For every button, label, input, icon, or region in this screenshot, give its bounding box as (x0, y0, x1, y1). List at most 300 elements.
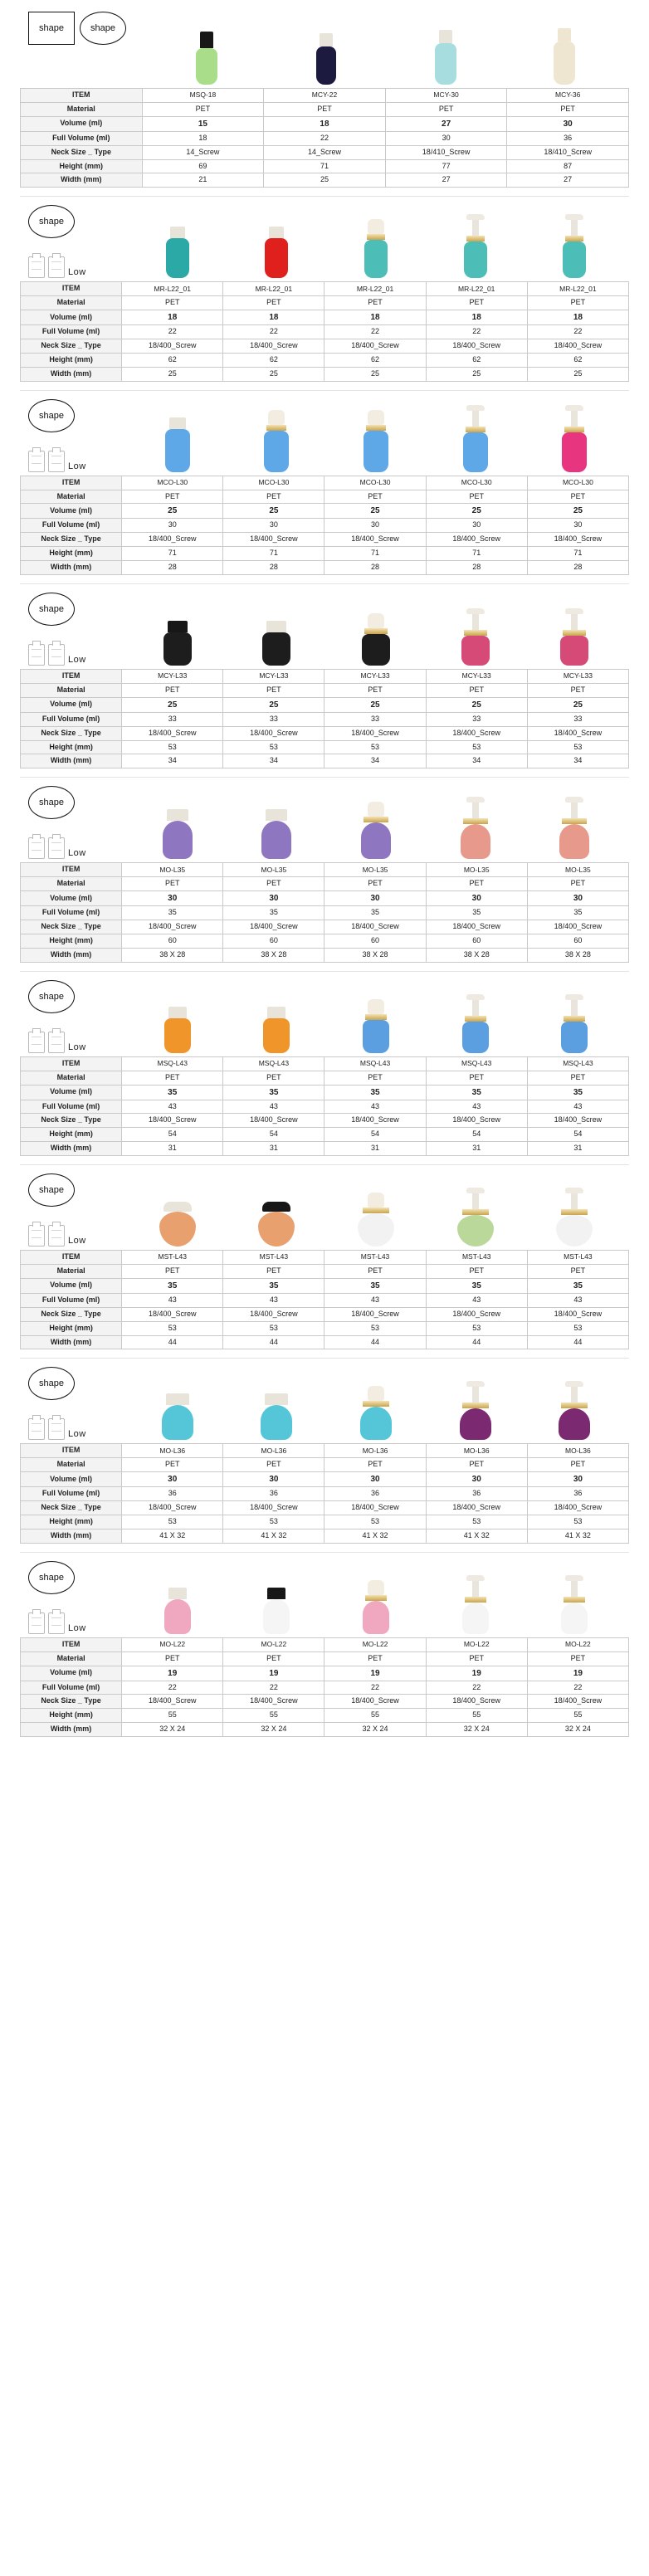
spec-cell: PET (324, 1071, 426, 1085)
shape-placeholder-cell (25, 399, 128, 472)
spec-cell: 41 X 32 (527, 1529, 628, 1543)
mini-bottle-label-lines (32, 1230, 41, 1238)
spec-cell: 28 (122, 561, 223, 575)
spec-cell: PET (142, 102, 264, 116)
spec-cell: PET (223, 1071, 324, 1085)
spec-cell: PET (324, 683, 426, 697)
volume-cell: 30 (223, 1472, 324, 1487)
mini-bottle-icon (28, 256, 45, 278)
table-row (21, 159, 629, 173)
volume-cell: 35 (527, 1278, 628, 1293)
bottle-cell (426, 399, 525, 472)
row-header: Height (mm) (21, 159, 143, 173)
spec-cell: 18/400_Screw (223, 726, 324, 740)
item-code-cell: MSQ-L43 (527, 1056, 628, 1071)
spec-cell: 34 (324, 754, 426, 768)
row-header: Width (mm) (21, 754, 122, 768)
shape-col (28, 593, 86, 666)
spec-cell: 35 (527, 906, 628, 920)
bottle-cell (326, 980, 426, 1053)
mini-bottle-stack (28, 1032, 86, 1053)
row-header: Width (mm) (21, 1335, 122, 1349)
shape-col (28, 12, 126, 85)
low-label: Low (68, 1042, 86, 1052)
spec-cell: PET (324, 1651, 426, 1666)
product-bottle (254, 1007, 299, 1053)
row-header: ITEM (21, 1444, 122, 1458)
bottle-cell (326, 205, 426, 278)
spec-table (20, 281, 629, 381)
product-bottle (155, 809, 200, 859)
spec-cell: 41 X 32 (426, 1529, 527, 1543)
mini-bottle-icon (48, 1418, 65, 1440)
product-bottle (155, 1007, 200, 1053)
pump-head-icon (472, 1191, 479, 1209)
mini-bottle-label-lines (32, 1037, 41, 1045)
bottle-body (464, 242, 487, 278)
table-row (21, 1651, 629, 1666)
bottle-cell (426, 205, 525, 278)
spec-cell: PET (324, 1458, 426, 1472)
item-code-cell: MO-L36 (426, 1444, 527, 1458)
row-header: Height (mm) (21, 353, 122, 367)
mini-bottle-stack (28, 837, 86, 859)
product-bottle (184, 32, 229, 85)
spec-cell: 32 X 24 (223, 1723, 324, 1737)
pump-head-icon (472, 800, 479, 818)
shape-outline-group (28, 1173, 75, 1207)
spec-cell: 18/410_Screw (507, 145, 629, 159)
table-row (21, 102, 629, 116)
row-header: Neck Size _ Type (21, 339, 122, 354)
table-row (21, 353, 629, 367)
spec-cell: 54 (122, 1128, 223, 1142)
mini-bottle-icon (48, 1225, 65, 1247)
volume-cell: 30 (223, 891, 324, 906)
spec-cell: PET (527, 683, 628, 697)
bottle-body (562, 432, 587, 472)
table-row (21, 561, 629, 575)
volume-cell: 25 (223, 697, 324, 712)
product-bottle (354, 999, 398, 1053)
table-row (21, 1709, 629, 1723)
volume-cell: 19 (426, 1666, 527, 1681)
row-header: Material (21, 1264, 122, 1278)
item-code-cell: MST-L43 (122, 1251, 223, 1265)
spec-cell: 44 (223, 1335, 324, 1349)
product-bottle (453, 800, 498, 859)
spec-cell: 53 (122, 740, 223, 754)
spec-cell: 41 X 32 (122, 1529, 223, 1543)
spec-cell: PET (122, 490, 223, 504)
dropper-bulb-icon (268, 410, 285, 425)
mini-bottle-stack (28, 1225, 86, 1247)
product-visual-row (20, 12, 629, 88)
shape-outline-round: shape (28, 399, 75, 432)
item-code-cell: MCY-L33 (426, 670, 527, 684)
bottle-cap (168, 1588, 187, 1599)
bottle-body (164, 1018, 191, 1053)
table-row (21, 670, 629, 684)
bottle-body (457, 1215, 494, 1247)
spec-cell: 43 (426, 1293, 527, 1307)
spec-cell: PET (223, 683, 324, 697)
bottle-cell (525, 593, 624, 666)
shape-col (28, 980, 86, 1053)
bottle-body (263, 1018, 290, 1053)
low-label: Low (68, 267, 86, 278)
product-bottle (155, 1588, 200, 1634)
bottle-cell (525, 205, 624, 278)
bottle-body (263, 1599, 290, 1634)
volume-cell: 30 (122, 1472, 223, 1487)
spec-cell: 18/400_Screw (426, 1695, 527, 1709)
product-bottle (354, 410, 398, 472)
bottle-body (265, 238, 288, 278)
spec-cell: 18/400_Screw (527, 533, 628, 547)
bottle-cap (262, 1202, 290, 1212)
mini-bottle-label-lines (51, 649, 61, 657)
pump-head-icon (571, 1384, 578, 1403)
spec-cell: 43 (223, 1293, 324, 1307)
product-bottle (453, 1384, 498, 1440)
item-code-cell: MR-L22_01 (122, 282, 223, 296)
table-row (21, 697, 629, 712)
volume-cell: 19 (527, 1666, 628, 1681)
bottle-cell (227, 205, 326, 278)
bottle-cell (128, 593, 227, 666)
product-visual-row (20, 205, 629, 281)
row-header: Volume (ml) (21, 697, 122, 712)
spec-cell: 62 (122, 353, 223, 367)
table-row (21, 89, 629, 103)
spec-cell: 18/400_Screw (527, 1501, 628, 1515)
spec-cell: 71 (122, 547, 223, 561)
pump-head-icon (472, 217, 479, 236)
row-header: ITEM (21, 476, 122, 490)
table-row (21, 726, 629, 740)
table-row (21, 1444, 629, 1458)
spec-cell: 34 (527, 754, 628, 768)
row-header: ITEM (21, 1251, 122, 1265)
table-row (21, 1637, 629, 1651)
table-row (21, 891, 629, 906)
table-row (21, 683, 629, 697)
bottle-cell (128, 399, 227, 472)
pump-head-icon (571, 1578, 578, 1597)
table-row (21, 282, 629, 296)
mini-bottle-stack (28, 644, 86, 666)
shape-placeholder-cell (25, 593, 128, 666)
row-header: ITEM (21, 863, 122, 877)
shape-outline-group (28, 1561, 75, 1594)
spec-cell: 27 (385, 173, 507, 188)
row-header: Width (mm) (21, 1723, 122, 1737)
neck-ring (564, 1597, 585, 1603)
spec-cell: PET (122, 1458, 223, 1472)
spec-cell: 18/400_Screw (527, 726, 628, 740)
spec-cell: PET (426, 296, 527, 310)
spec-cell: 62 (527, 353, 628, 367)
volume-cell: 35 (426, 1278, 527, 1293)
product-bottle (552, 217, 597, 278)
bottle-cap (166, 1393, 189, 1405)
item-code-cell: MO-L36 (527, 1444, 628, 1458)
row-header: Full Volume (ml) (21, 1487, 122, 1501)
spec-cell: 69 (142, 159, 264, 173)
row-header: Material (21, 296, 122, 310)
spec-cell: 22 (264, 131, 386, 145)
spec-cell: 53 (223, 740, 324, 754)
spec-cell: 32 X 24 (527, 1723, 628, 1737)
mini-bottle-icon (28, 837, 45, 859)
bottle-cap (267, 1588, 285, 1599)
dropper-bulb-icon (368, 1580, 384, 1595)
bottle-cell (326, 1367, 426, 1440)
table-row (21, 906, 629, 920)
spec-cell: 35 (324, 906, 426, 920)
neck-ring (363, 1208, 389, 1213)
table-row (21, 920, 629, 934)
mini-bottle-stack (28, 1418, 86, 1440)
spec-cell: 18/400_Screw (527, 1307, 628, 1321)
neck-ring (565, 236, 583, 242)
bottle-body (461, 824, 490, 859)
volume-cell: 25 (122, 697, 223, 712)
spec-cell: 31 (324, 1142, 426, 1156)
volume-cell: 35 (122, 1085, 223, 1100)
bottle-body (196, 48, 217, 85)
spec-cell: 30 (223, 519, 324, 533)
bottle-body (316, 46, 336, 85)
item-code-cell: MCO-L30 (324, 476, 426, 490)
table-row (21, 1501, 629, 1515)
bottle-cell (227, 1367, 326, 1440)
row-header: Full Volume (ml) (21, 1681, 122, 1695)
bottle-body (435, 43, 456, 85)
bottle-body (563, 242, 586, 278)
neck-ring (367, 234, 385, 240)
neck-ring (366, 425, 386, 431)
product-bottle (254, 1393, 299, 1440)
spec-cell: PET (122, 1651, 223, 1666)
row-header: Width (mm) (21, 1529, 122, 1543)
spec-cell: PET (122, 683, 223, 697)
row-header: Width (mm) (21, 173, 143, 188)
bottle-body (559, 1408, 590, 1440)
item-code-cell: MSQ-L43 (426, 1056, 527, 1071)
spec-cell: 43 (426, 1100, 527, 1114)
spec-cell: 71 (426, 547, 527, 561)
product-section (20, 971, 629, 1159)
table-row (21, 325, 629, 339)
bottle-body (556, 1215, 593, 1247)
bottle-body (561, 1022, 588, 1053)
spec-cell: PET (324, 490, 426, 504)
spec-cell: 18/400_Screw (426, 1114, 527, 1128)
spec-cell: 35 (223, 906, 324, 920)
spec-cell: 18 (142, 131, 264, 145)
spec-cell: 14_Screw (142, 145, 264, 159)
spec-cell: 36 (527, 1487, 628, 1501)
volume-cell: 35 (426, 1085, 527, 1100)
product-bottle (552, 998, 597, 1053)
shape-placeholder-cell (25, 786, 128, 859)
neck-ring (466, 236, 485, 242)
spec-cell: 22 (527, 325, 628, 339)
shape-outline-group (28, 593, 75, 626)
spec-cell: PET (426, 490, 527, 504)
shape-placeholder-cell (25, 12, 148, 85)
row-header: Neck Size _ Type (21, 920, 122, 934)
neck-ring (465, 1016, 486, 1022)
table-row (21, 1487, 629, 1501)
pump-head-icon (472, 1384, 479, 1403)
bottle-body (462, 1022, 489, 1053)
spec-cell: PET (507, 102, 629, 116)
table-row (21, 1681, 629, 1695)
product-section (20, 1552, 629, 1740)
bottle-cap (267, 1007, 285, 1018)
spec-cell: 71 (264, 159, 386, 173)
bottle-body (462, 1603, 489, 1634)
bottle-cap (266, 621, 286, 632)
spec-cell: 43 (527, 1293, 628, 1307)
dropper-bulb-icon (368, 219, 384, 234)
item-code-cell: MO-L36 (324, 1444, 426, 1458)
bottle-body (358, 1213, 394, 1247)
volume-cell: 30 (527, 891, 628, 906)
product-bottle (453, 1578, 498, 1634)
spec-cell: 18/400_Screw (426, 920, 527, 934)
spec-cell: 60 (426, 934, 527, 948)
spec-cell: 18/400_Screw (324, 533, 426, 547)
bottle-body (554, 41, 575, 85)
spec-cell: 33 (426, 712, 527, 726)
spec-cell: PET (223, 1458, 324, 1472)
low-label: Low (68, 1622, 86, 1633)
bottle-body (561, 1603, 588, 1634)
spec-cell: 30 (426, 519, 527, 533)
spec-cell: 18/400_Screw (122, 726, 223, 740)
product-bottle (254, 1588, 299, 1634)
mini-bottle-icon (28, 1032, 45, 1053)
mini-bottle-label-lines (32, 1617, 41, 1626)
table-row (21, 1335, 629, 1349)
product-section (20, 12, 629, 191)
mini-bottle-label-lines (51, 261, 61, 270)
spec-cell: PET (223, 1651, 324, 1666)
shape-outline-round: shape (28, 786, 75, 819)
neck-ring (466, 427, 486, 432)
item-code-cell: MCY-36 (507, 89, 629, 103)
product-bottle (453, 217, 498, 278)
bottle-cell (525, 786, 624, 859)
product-section (20, 390, 629, 578)
spec-cell: 18/400_Screw (223, 1501, 324, 1515)
row-header: Width (mm) (21, 948, 122, 962)
spec-cell: 18/400_Screw (122, 920, 223, 934)
spec-cell: 55 (223, 1709, 324, 1723)
spec-cell: 60 (527, 934, 628, 948)
spec-cell: 34 (223, 754, 324, 768)
volume-cell: 25 (223, 504, 324, 519)
spec-cell: 22 (426, 1681, 527, 1695)
table-row (21, 1458, 629, 1472)
shape-outline-round: shape (28, 1367, 75, 1400)
bottle-cell (505, 12, 624, 85)
spec-cell: 18/400_Screw (527, 1695, 628, 1709)
table-row (21, 1666, 629, 1681)
item-code-cell: MO-L22 (324, 1637, 426, 1651)
neck-ring (464, 630, 487, 636)
spec-cell: 34 (426, 754, 527, 768)
product-bottle (155, 621, 200, 666)
spec-cell: 22 (527, 1681, 628, 1695)
shape-col (28, 1561, 86, 1634)
neck-ring (463, 818, 488, 824)
shape-col (28, 1367, 86, 1440)
spec-cell: 18/400_Screw (122, 533, 223, 547)
shape-placeholder-cell (25, 1367, 128, 1440)
row-header: Material (21, 1071, 122, 1085)
shape-col (28, 399, 86, 472)
item-code-cell: MST-L43 (426, 1251, 527, 1265)
bottle-cell (525, 1173, 624, 1247)
spec-cell: 36 (426, 1487, 527, 1501)
volume-cell: 30 (426, 891, 527, 906)
shape-outline-round: shape (28, 593, 75, 626)
row-header: Neck Size _ Type (21, 726, 122, 740)
neck-ring (465, 1597, 486, 1603)
bottle-cell (426, 1367, 525, 1440)
spec-table (20, 1056, 629, 1156)
bottle-body (363, 1020, 389, 1053)
volume-cell: 25 (122, 504, 223, 519)
spec-cell: PET (426, 683, 527, 697)
product-bottle (542, 28, 587, 85)
row-header: Height (mm) (21, 1515, 122, 1529)
bottle-cap (170, 227, 185, 238)
volume-cell: 30 (527, 1472, 628, 1487)
spec-cell: 31 (223, 1142, 324, 1156)
volume-cell: 27 (385, 116, 507, 131)
spec-cell: 18/400_Screw (324, 920, 426, 934)
spec-cell: 18/400_Screw (426, 1307, 527, 1321)
bottle-body (560, 636, 588, 666)
product-visual-row (20, 1561, 629, 1637)
bottle-body (262, 632, 290, 666)
neck-ring (363, 1401, 389, 1407)
spec-cell: 43 (223, 1100, 324, 1114)
spec-cell: PET (385, 102, 507, 116)
low-label: Low (68, 461, 86, 471)
volume-cell: 19 (223, 1666, 324, 1681)
spec-cell: 53 (223, 1321, 324, 1335)
mini-bottle-icon (48, 256, 65, 278)
item-code-cell: MCY-L33 (324, 670, 426, 684)
table-row (21, 490, 629, 504)
spec-cell: 25 (527, 367, 628, 381)
neck-ring (562, 818, 587, 824)
item-code-cell: MO-L35 (324, 863, 426, 877)
spec-cell: 53 (223, 1515, 324, 1529)
spec-cell: 18/400_Screw (223, 1307, 324, 1321)
spec-cell: 31 (426, 1142, 527, 1156)
bottle-cell (128, 1173, 227, 1247)
spec-cell: 55 (324, 1709, 426, 1723)
bottle-cell (426, 593, 525, 666)
